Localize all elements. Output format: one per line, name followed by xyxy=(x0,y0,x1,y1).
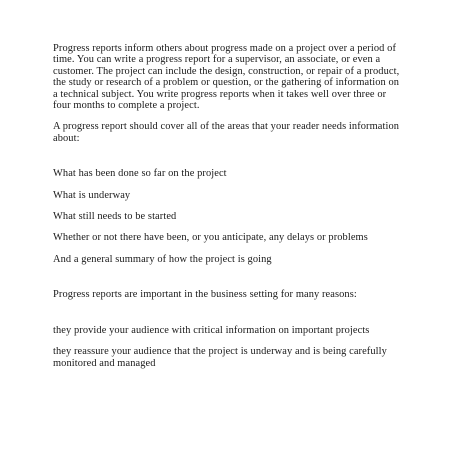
list-item-to-be-started: What still needs to be started xyxy=(53,211,177,223)
list-item-done-so-far: What has been done so far on the project xyxy=(53,168,227,180)
list-item-delays: Whether or not there have been, or you anticipate, any delays or problems xyxy=(53,232,368,244)
list-item-summary: And a general summary of how the project is going xyxy=(53,253,272,265)
list-item-reassure: they reassure your audience that the project is underway and is being carefully monitored and managed xyxy=(53,346,387,369)
list-item-underway: What is underway xyxy=(53,189,131,201)
intro-paragraph: Progress reports inform others about progress made on a project over a period of time. You can write a progress report for a supervisor, an associate, or even a customer. The project can include the design, construction, or repair of a product, the study or research of a problem or question, or the gathering of information on a technical subject. You write progress reports when it takes well over three or four months to complete a project. xyxy=(53,43,400,112)
importance-paragraph: Progress reports are important in the business setting for many reasons: xyxy=(53,289,357,301)
cover-areas-paragraph: A progress report should cover all of the areas that your reader needs information about: xyxy=(53,121,400,144)
document-body xyxy=(53,43,405,369)
list-item-critical-info: they provide your audience with critical information on important projects xyxy=(53,324,370,336)
